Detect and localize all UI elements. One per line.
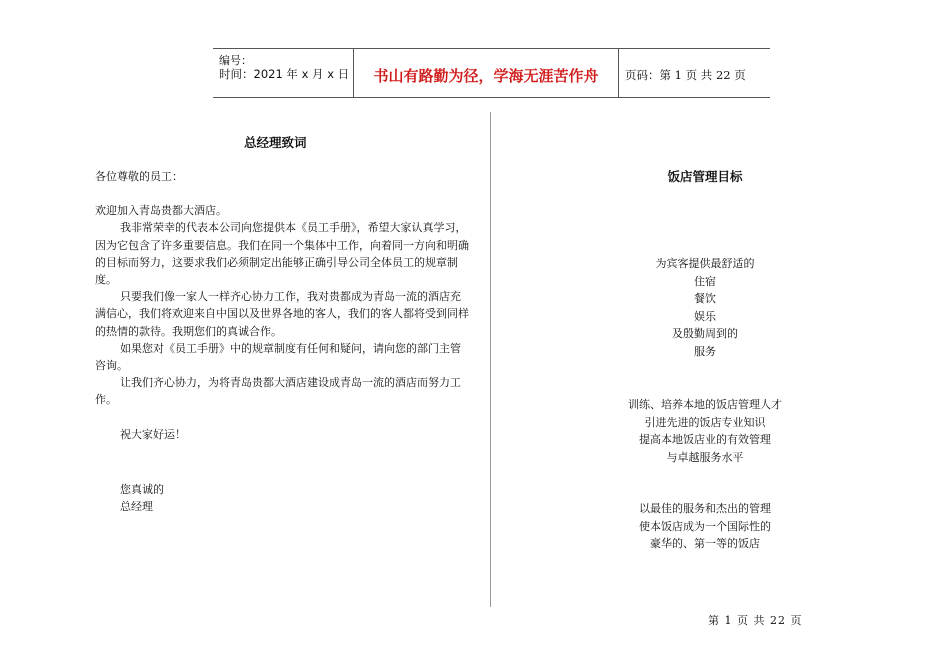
salutation: 各位尊敬的员工：: [95, 170, 183, 183]
goal-line: 服务: [694, 344, 716, 358]
paragraph: 只要我们像一家人一样齐心协力工作，我对贵都成为青岛一流的酒店充满信心，我们将欢迎来自中国以及世界各地的客人，我们的客人都将受到同样的热情的款待。我期您们的真诚合作。: [95, 290, 469, 338]
time-label: 时间：2021 年 x 月 x 日: [219, 67, 350, 81]
goal-line: 使本饭店成为一个国际性的: [639, 519, 771, 533]
paragraph: 如果您对《员工手册》中的规章制度有任何和疑问，请向您的部门主管咨询。: [95, 341, 461, 373]
goal-line: 及殷勤周到的: [672, 327, 738, 340]
signer: 总经理: [120, 500, 153, 514]
goal-line: 以最佳的服务和杰出的管理: [639, 502, 771, 515]
paragraph: 我非常荣幸的代表本公司向您提供本《员工手册》，希望大家认真学习，因为它包含了许多重要信息。我们在同一个集体中工作，向着同一方向和明确的目标而努力，这要求我们必须制定出能够正确引导公司全体员工的规章制度。: [95, 221, 469, 287]
column-divider: [490, 112, 491, 607]
wish-line: 祝大家好运！: [120, 427, 186, 441]
goal-line: 提高本地饭店业的有效管理: [639, 433, 771, 446]
page-footer: 第 1 页 共 22 页: [708, 614, 803, 627]
goal-line: 训练、培养本地的饭店管理人才: [628, 398, 782, 411]
page-info: 页码：第 1 页 共 22 页: [625, 68, 746, 82]
document-header: [213, 48, 770, 98]
goal-block-2: [590, 396, 820, 466]
goal-line: 与卓越服务水平: [666, 450, 744, 464]
goal-line: 住宿: [694, 274, 716, 288]
goal-line: 娱乐: [694, 309, 716, 323]
motto-text: 书山有路勤为径，学海无涯苦作舟: [373, 67, 599, 85]
letter-title: 总经理致词: [244, 135, 307, 150]
closing-line: 您真诚的: [120, 482, 164, 496]
goal-block-3: [590, 500, 820, 553]
goals-title: 饭店管理目标: [667, 169, 743, 184]
header-motto-cell: [354, 49, 619, 97]
goal-block-1: [590, 255, 820, 360]
letter-body: [95, 168, 470, 515]
goal-line: 为宾客提供最舒适的: [655, 257, 755, 270]
header-page-cell: [619, 49, 770, 97]
goal-line: 豪华的、第一等的饭店: [650, 537, 760, 550]
goal-line: 引进先进的饭店专业知识: [644, 415, 766, 429]
paragraph: 让我们齐心协力，为将青岛贵都大酒店建设成青岛一流的酒店而努力工作。: [95, 376, 461, 407]
header-meta-cell: [213, 49, 354, 97]
welcome-line: 欢迎加入青岛贵都大酒店。: [95, 204, 227, 218]
goal-line: 餐饮: [694, 292, 716, 305]
code-label: 编号：: [219, 54, 252, 67]
